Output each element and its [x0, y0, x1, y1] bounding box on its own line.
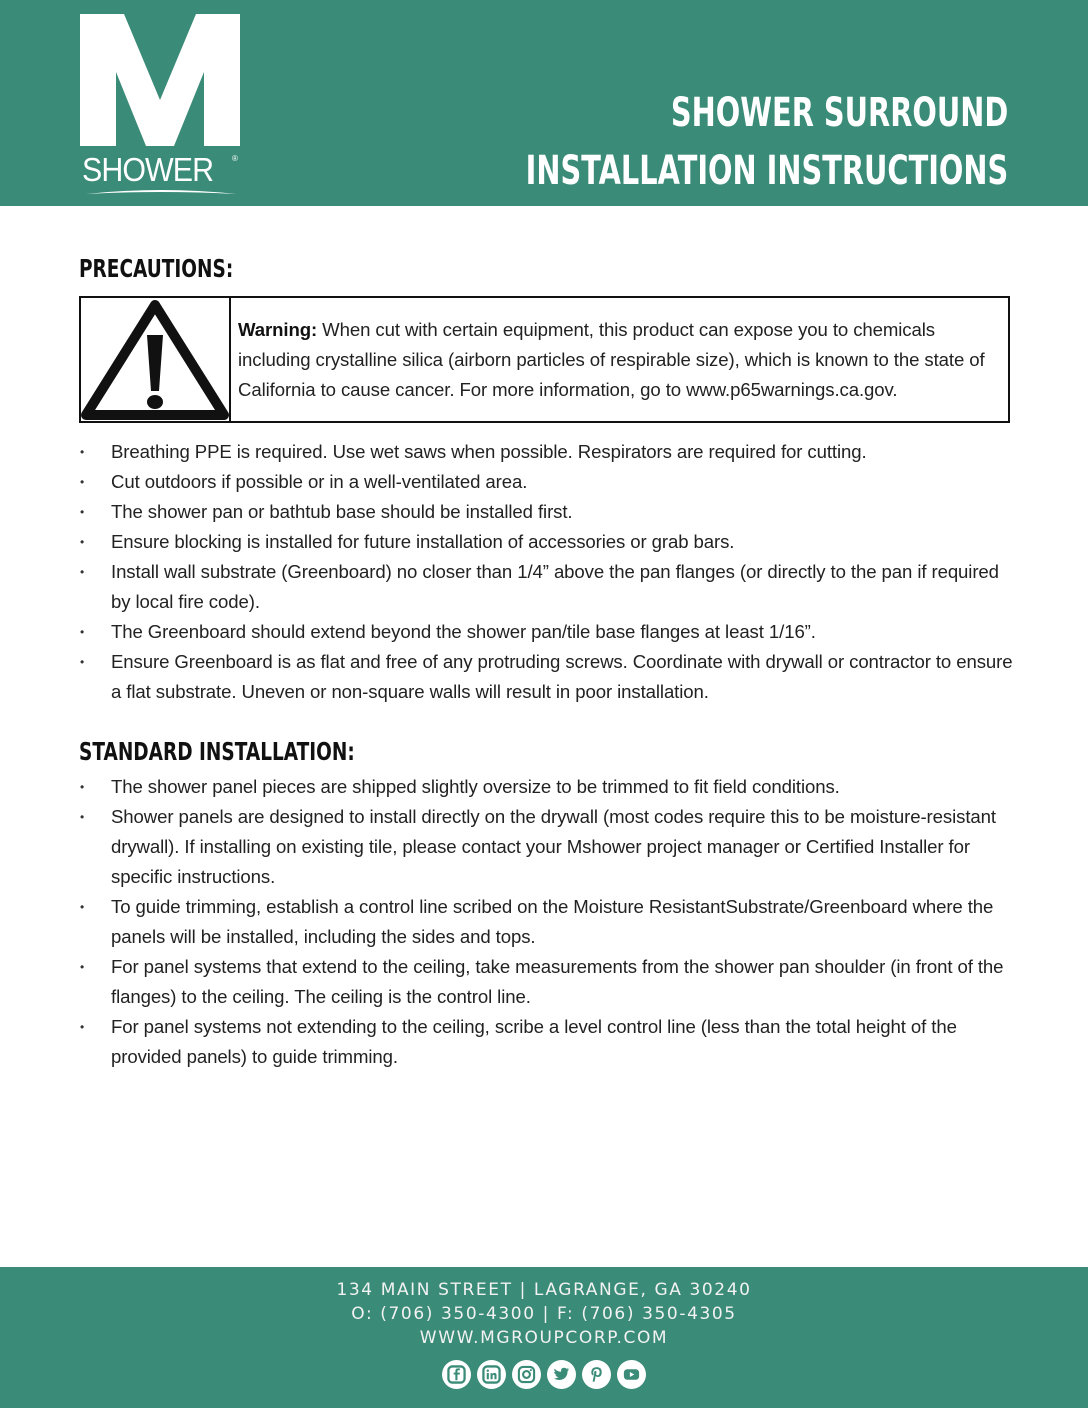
linkedin-icon[interactable]: [477, 1360, 506, 1389]
list-item: • Ensure blocking is installed for future installation of accessories or grab bars.: [79, 527, 1019, 557]
registered-mark-icon: ®: [232, 154, 238, 163]
title-line-1: SHOWER SURROUND: [670, 90, 1008, 136]
warning-text: [231, 298, 1008, 421]
logo-m-mark: [80, 14, 240, 146]
footer-address: 134 MAIN STREET | LAGRANGE, GA 30240: [336, 1280, 752, 1300]
list-item: • Shower panels are designed to install directly on the drywall (most codes require this to be moisture-resistant drywall). If installing on existing tile, please contact your Mshower project manager or Certified Installer for specific instructions.: [79, 802, 1019, 892]
logo-swoosh: [86, 188, 236, 196]
warning-triangle-icon: [81, 299, 229, 421]
instagram-icon[interactable]: [512, 1360, 541, 1389]
facebook-icon[interactable]: [442, 1360, 471, 1389]
list-item: • The shower panel pieces are shipped slightly oversize to be trimmed to fit field conditions.: [79, 772, 1019, 802]
warning-box: [79, 296, 1010, 423]
standard-installation-heading: STANDARD INSTALLATION:: [79, 737, 355, 766]
document-title: [525, 84, 1008, 200]
warning-label: Warning:: [238, 319, 318, 340]
header-banner: [0, 0, 1088, 206]
title-line-2: INSTALLATION INSTRUCTIONS: [525, 148, 1008, 194]
pinterest-icon[interactable]: [582, 1360, 611, 1389]
footer: [0, 1267, 1088, 1408]
list-item: • For panel systems that extend to the ceiling, take measurements from the shower pan shoulder (in front of the flanges) to the ceiling. The ceiling is the control line.: [79, 952, 1019, 1012]
list-item: • Ensure Greenboard is as flat and free of any protruding screws. Coordinate with drywall or contractor to ensure a flat substrate. Uneven or non-square walls will result in poor installation.: [79, 647, 1019, 707]
footer-website[interactable]: WWW.MGROUPCORP.COM: [419, 1328, 669, 1348]
list-item: • Breathing PPE is required. Use wet saws when possible. Respirators are required for cutting.: [79, 437, 1019, 467]
social-links: [0, 1360, 1088, 1389]
twitter-icon[interactable]: [547, 1360, 576, 1389]
list-item: • The Greenboard should extend beyond the shower pan/tile base flanges at least 1/16”.: [79, 617, 1019, 647]
footer-phone: O: (706) 350-4300 | F: (706) 350-4305: [351, 1304, 737, 1324]
standard-installation-list: [79, 772, 1019, 1072]
youtube-icon[interactable]: [617, 1360, 646, 1389]
precautions-heading: PRECAUTIONS:: [79, 254, 234, 283]
precautions-list: [79, 437, 1019, 707]
warning-icon-cell: [81, 298, 231, 421]
warning-body: When cut with certain equipment, this product can expose you to chemicals including crystalline silica (airborn particles of respirable size), which is known to the state of California to cause cancer. For more information, go to www.p65warnings.ca.gov.: [238, 319, 985, 400]
list-item: • For panel systems not extending to the ceiling, scribe a level control line (less than the total height of the provided panels) to guide trimming.: [79, 1012, 1019, 1072]
list-item: • Cut outdoors if possible or in a well-ventilated area.: [79, 467, 1019, 497]
list-item: • The shower pan or bathtub base should be installed first.: [79, 497, 1019, 527]
logo-wordmark: SHOWER: [82, 151, 214, 188]
list-item: • Install wall substrate (Greenboard) no closer than 1/4” above the pan flanges (or directly to the pan if required by local fire code).: [79, 557, 1019, 617]
list-item: • To guide trimming, establish a control line scribed on the Moisture ResistantSubstrate/Greenboard where the panels will be installed, including the sides and tops.: [79, 892, 1019, 952]
mshower-logo: [80, 14, 240, 196]
